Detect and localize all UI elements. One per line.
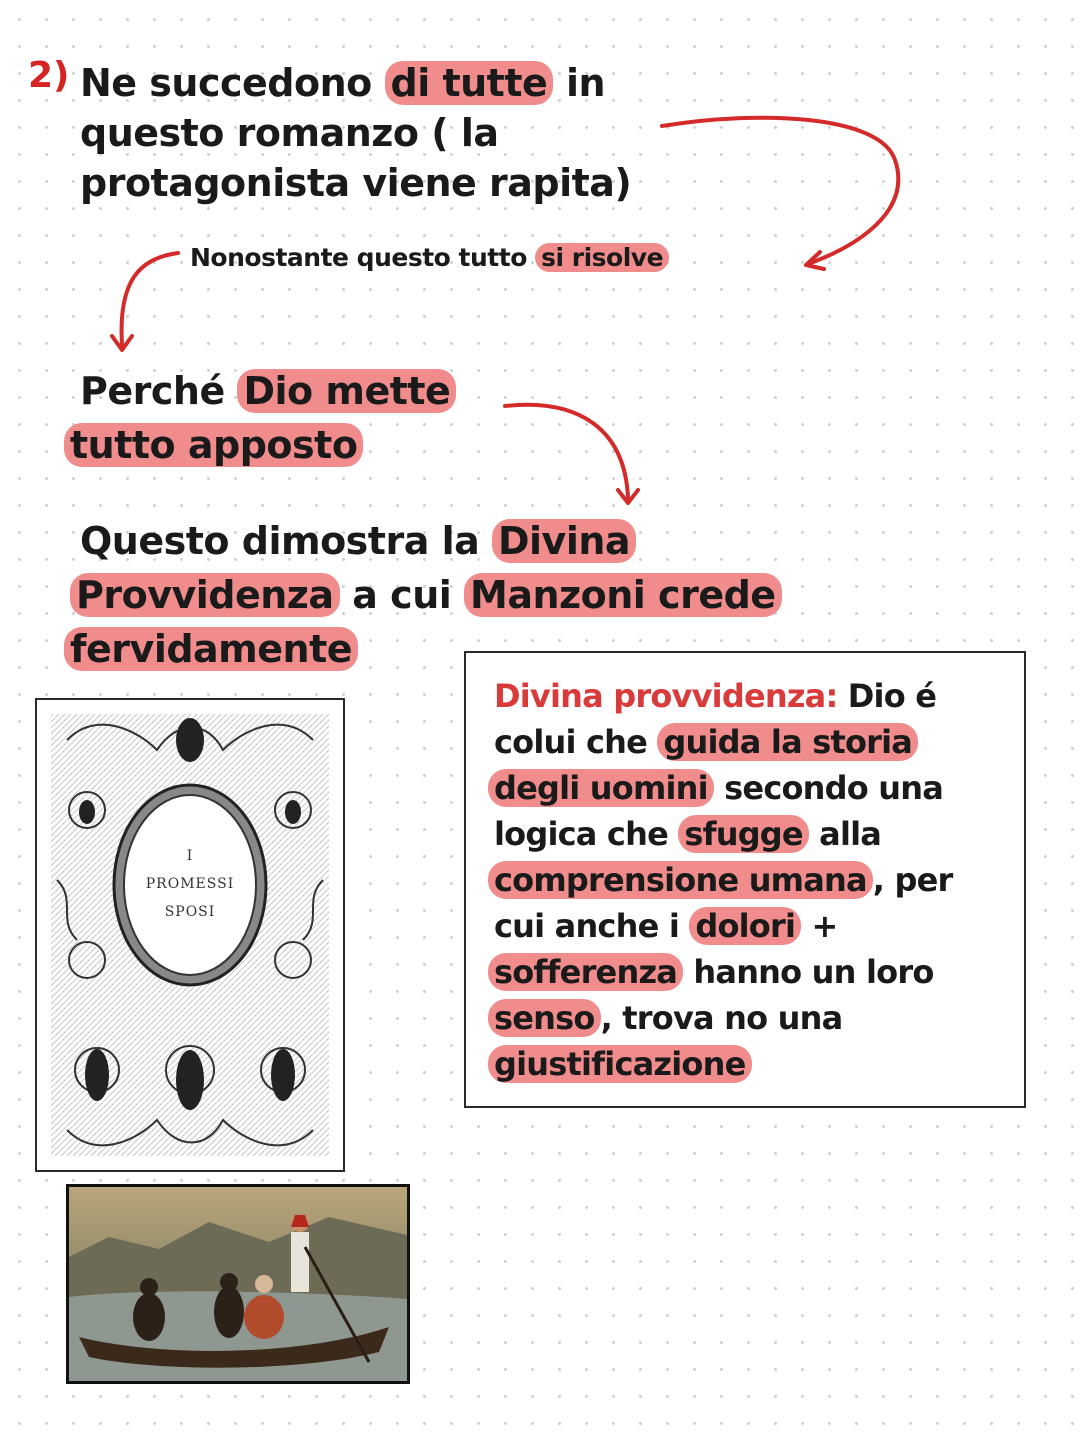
cover-title-line1: I xyxy=(186,848,194,864)
arrow-2 xyxy=(122,253,178,345)
highlight: Dio mette xyxy=(237,369,456,413)
book-cover-image xyxy=(35,698,345,1172)
highlight: senso xyxy=(488,999,601,1037)
highlight: degli uomini xyxy=(488,769,714,807)
para1-line2: questo romanzo ( la xyxy=(80,111,499,155)
definition-line1: Divina provvidenza: Dio é xyxy=(494,677,937,715)
definition-term: Divina provvidenza: xyxy=(494,677,838,715)
boat-scene-illustration xyxy=(69,1187,407,1381)
highlight: Divina xyxy=(492,519,636,563)
ornate-frame-illustration xyxy=(37,700,343,1170)
definition-line9 xyxy=(488,1041,752,1087)
cover-title-line3: SPOSI xyxy=(164,904,216,920)
definition-line2: colui che guida la storia xyxy=(494,719,918,765)
para1-line3: protagonista viene rapita) xyxy=(80,161,632,205)
highlight: giustificazione xyxy=(488,1045,752,1083)
highlight: fervidamente xyxy=(64,627,358,671)
boat-painting-image xyxy=(66,1184,410,1384)
definition-line8: senso , trova no una xyxy=(488,995,842,1041)
cover-title-line2: PROMESSI xyxy=(145,876,235,892)
highlight: dolori xyxy=(689,907,801,945)
definition-line7: sofferenza hanno un loro xyxy=(488,949,934,995)
para1-line1: Ne succedono di tutte in xyxy=(80,61,606,105)
definition-line5: comprensione umana , per xyxy=(488,857,953,903)
definition-line6: cui anche i dolori + xyxy=(494,907,838,945)
para3-line1: Perché Dio mette xyxy=(80,368,456,414)
para4-line2: Provvidenza a cui Manzoni crede xyxy=(70,572,782,618)
highlight: Manzoni crede xyxy=(464,573,782,617)
highlight: Provvidenza xyxy=(70,573,340,617)
definition-line4: logica che sfugge alla xyxy=(494,815,882,853)
para4-line1: Questo dimostra la Divina xyxy=(80,518,636,564)
highlight: di tutte xyxy=(385,61,554,105)
section-number: 2) xyxy=(28,55,70,96)
highlight: sfugge xyxy=(678,815,808,853)
arrows xyxy=(0,0,1080,700)
arrow-1 xyxy=(662,118,898,264)
highlight: comprensione umana xyxy=(488,861,873,899)
highlight: sofferenza xyxy=(488,953,683,991)
definition-box xyxy=(464,651,1026,1108)
definition-line3: degli uomini secondo una xyxy=(488,765,943,811)
highlight: si risolve xyxy=(535,243,669,272)
arrow-3 xyxy=(505,405,628,498)
para2-line: Nonostante questo tutto si risolve xyxy=(190,243,669,273)
highlight: tutto apposto xyxy=(64,423,363,467)
highlight: guida la storia xyxy=(657,723,918,761)
